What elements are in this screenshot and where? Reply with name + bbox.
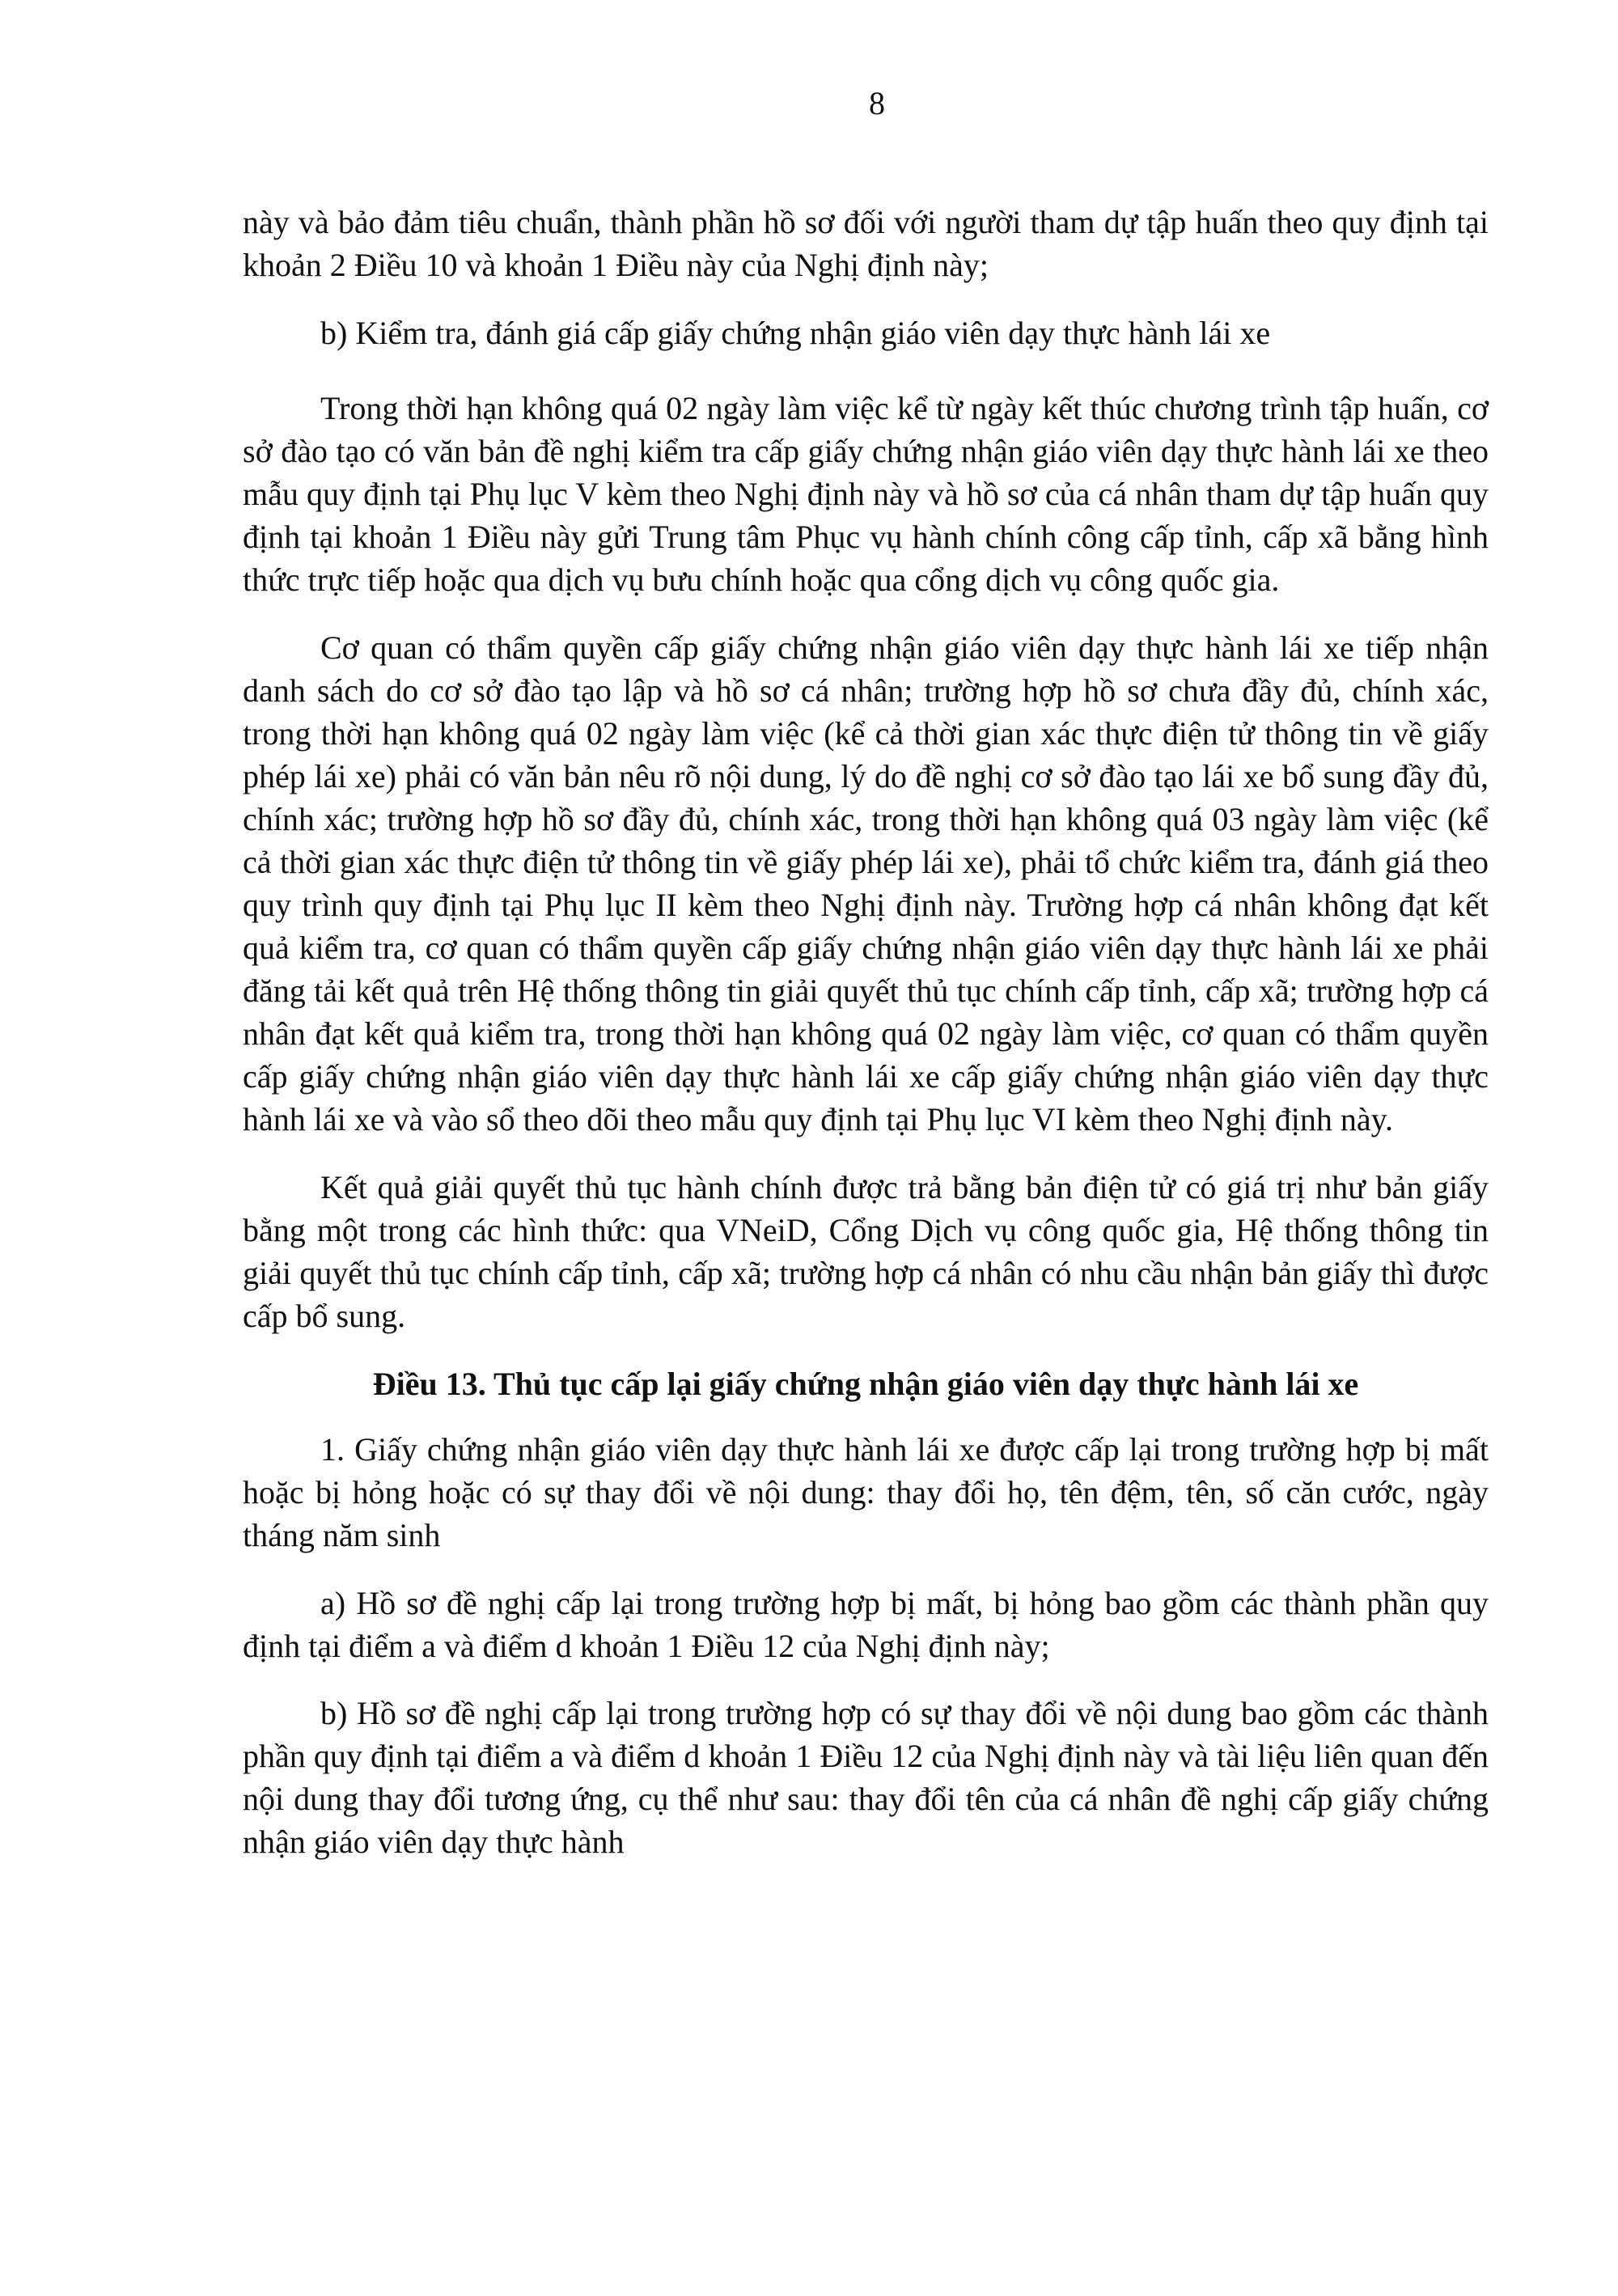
article-clause-1: 1. Giấy chứng nhận giáo viên dạy thực hành lái xe được cấp lại trong trường hợp bị mất hoặc bị hỏng hoặc có sự thay đổi về nội dung: thay đổi họ, tên đệm, tên, số căn cước, ngày tháng năm sinh (243, 1431, 1489, 1553)
page-number: 8 (869, 85, 885, 121)
paragraph-result: Kết quả giải quyết thủ tục hành chính được trả bằng bản điện tử có giá trị như bản giấy bằng một trong các hình thức: qua VNeiD, Cổng Dịch vụ công quốc gia, Hệ thống thông tin giải quyết thủ tục chính cấp tỉnh, cấp xã; trường hợp cá nhân có nhu cầu nhận bản giấy thì được cấp bổ sung. (243, 1169, 1489, 1334)
article-item-b: b) Hồ sơ đề nghị cấp lại trong trường hợp có sự thay đổi về nội dung bao gồm các thành phần quy định tại điểm a và điểm d khoản 1 Điều 12 của Nghị định này và tài liệu liên quan đến nội dung thay đổi tương ứng, cụ thể như sau: thay đổi tên của cá nhân đề nghị cấp giấy chứng nhận giáo viên dạy thực hành (243, 1695, 1489, 1860)
article-heading: Điều 13. Thủ tục cấp lại giấy chứng nhận giáo viên dạy thực hành lái xe (372, 1366, 1359, 1402)
paragraph-authority: Cơ quan có thẩm quyền cấp giấy chứng nhận giáo viên dạy thực hành lái xe tiếp nhận danh sách do cơ sở đào tạo lập và hồ sơ cá nhân; trường hợp hồ sơ chưa đầy đủ, chính xác, trong thời hạn không quá 02 ngày làm việc (kể cả thời gian xác thực điện tử thông tin về giấy phép lái xe) phải có văn bản nêu rõ nội dung, lý do đề nghị cơ sở đào tạo lái xe bổ sung đầy đủ, chính xác; trường hợp hồ sơ đầy đủ, chính xác, trong thời hạn không quá 03 ngày làm việc (kể cả thời gian xác thực điện tử thông tin về giấy phép lái xe), phải tổ chức kiểm tra, đánh giá theo quy trình quy định tại Phụ lục II kèm theo Nghị định này. Trường hợp cá nhân không đạt kết quả kiểm tra, cơ quan có thẩm quyền cấp giấy chứng nhận giáo viên dạy thực hành lái xe phải đăng tải kết quả trên Hệ thống thông tin giải quyết thủ tục chính cấp tỉnh, cấp xã; trường hợp cá nhân đạt kết quả kiểm tra, trong thời hạn không quá 02 ngày làm việc, cơ quan có thẩm quyền cấp giấy chứng nhận giáo viên dạy thực hành lái xe cấp giấy chứng nhận giáo viên dạy thực hành lái xe và vào sổ theo dõi theo mẫu quy định tại Phụ lục VI kèm theo Nghị định này. (243, 629, 1489, 1137)
article-item-a: a) Hồ sơ đề nghị cấp lại trong trường hợp bị mất, bị hỏng bao gồm các thành phần quy định tại điểm a và điểm d khoản 1 Điều 12 của Nghị định này; (243, 1585, 1489, 1664)
paragraph-deadline: Trong thời hạn không quá 02 ngày làm việc kể từ ngày kết thúc chương trình tập huấn, cơ sở đào tạo có văn bản đề nghị kiểm tra cấp giấy chứng nhận giáo viên dạy thực hành lái xe theo mẫu quy định tại Phụ lục V kèm theo Nghị định này và hồ sơ của cá nhân tham dự tập huấn quy định tại khoản 1 Điều này gửi Trung tâm Phục vụ hành chính công cấp tỉnh, cấp xã bằng hình thức trực tiếp hoặc qua dịch vụ bưu chính hoặc qua cổng dịch vụ công quốc gia. (243, 390, 1489, 598)
document-body (243, 201, 1489, 1863)
paragraph-continuation: này và bảo đảm tiêu chuẩn, thành phần hồ sơ đối với người tham dự tập huấn theo quy định tại khoản 2 Điều 10 và khoản 1 Điều này của Nghị định này; (243, 204, 1489, 283)
paragraph-item-b: b) Kiểm tra, đánh giá cấp giấy chứng nhận giáo viên dạy thực hành lái xe (320, 315, 1271, 351)
